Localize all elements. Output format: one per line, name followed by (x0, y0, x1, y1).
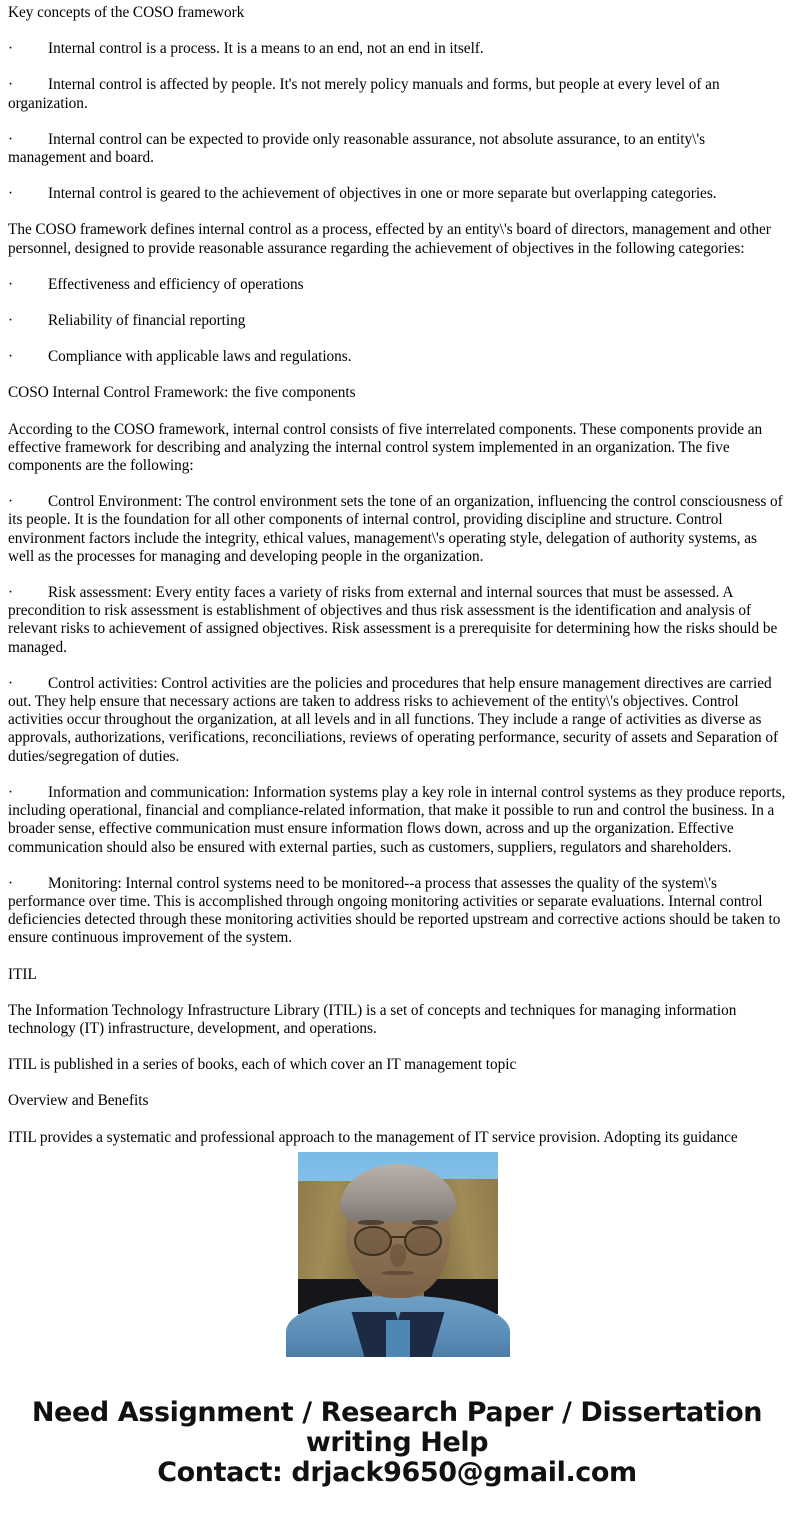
paragraph: Key concepts of the COSO framework (8, 4, 245, 21)
avatar (298, 1152, 498, 1357)
bullet-text: Monitoring: Internal control systems need to be monitored--a process that assesses the quality of the system\'s performance over time. This is accomplished through ongoing monitoring activities or separate evaluations. Internal control deficiencies detected through these monitoring activities should be reported upstream and corrective actions should be taken to ensure continuous improvement of the system. (8, 874, 781, 947)
bullet-marker-icon: · (8, 783, 14, 801)
bullet-text: Internal control is geared to the achievement of objectives in one or more separate but overlapping categories. (48, 185, 717, 203)
bullet-paragraph (8, 76, 786, 112)
bullet-paragraph (8, 185, 786, 203)
bullet-text: Compliance with applicable laws and regulations. (48, 348, 352, 366)
bullet-paragraph (8, 875, 786, 948)
avatar-photo (298, 1152, 498, 1357)
bullet-text: Control activities: Control activities are the policies and procedures that help ensure management directives are carried out. They help ensure that necessary actions are taken to address risks to achievement of the entity\'s objectives. Control activities occur throughout the organization, at all levels and in all functions. They include a range of activities as diverse as approvals, authorizations, verifications, reconciliations, reviews of operating performance, security of assets and Separation of duties/segregation of duties. (8, 674, 779, 765)
bullet-paragraph (8, 584, 786, 657)
bullet-marker-icon: · (8, 674, 14, 692)
paragraph: According to the COSO framework, internal control consists of five interrelated components. These components provide an effective framework for describing and analyzing the internal control system implemented in an organization. The five components are the following: (8, 420, 763, 475)
bullet-marker-icon: · (8, 130, 14, 148)
bullet-marker-icon: · (8, 275, 14, 293)
paragraph: ITIL (8, 965, 37, 983)
bullet-text: Internal control is affected by people. It's not merely policy manuals and forms, but people at every level of an organization. (8, 76, 720, 112)
bullet-marker-icon: · (8, 312, 14, 330)
bullet-marker-icon: · (8, 584, 14, 602)
bullet-text: Reliability of financial reporting (48, 312, 246, 330)
avatar-eyeglass-left (354, 1226, 392, 1257)
bullet-text: Control Environment: The control environment sets the tone of an organization, influencing the control consciousness of its people. It is the foundation for all other components of internal control, providing discipline and structure. Control environment factors include the integrity, ethical values, management\'s operating style, delegation of authority systems, as well as the processes for managing and developing people in the organization. (8, 493, 783, 565)
paragraph: COSO Internal Control Framework: the five components (8, 384, 356, 402)
paragraph: Overview and Benefits (8, 1092, 149, 1110)
footer-contact-line: Contact: drjack9650@gmail.com (157, 1457, 637, 1488)
avatar-eyebrow-right (412, 1220, 438, 1225)
bullet-text: Information and communication: Information systems play a key role in internal control systems as they produce reports, including operational, financial and compliance-related information, that make it possible to run and control the business. In a broader sense, effective communication must ensure information flows down, across and up the organization. Effective communication should also be ensured with external parties, such as customers, suppliers, regulators and shareholders. (8, 783, 786, 856)
avatar-shirt-placket (386, 1320, 410, 1357)
paragraph: The COSO framework defines internal control as a process, effected by an entity\'s board of directors, management and other personnel, designed to provide reasonable assurance regarding the achievement of objectives in the following categories: (8, 221, 771, 257)
bullet-text: Risk assessment: Every entity faces a variety of risks from external and internal sources that must be assessed. A precondition to risk assessment is establishment of objectives and thus risk assessment is the identification and analysis of relevant risks to achievement of assigned objectives. Risk assessment is a prerequisite for determining how the risks should be managed. (8, 584, 778, 656)
bullet-text: Effectiveness and efficiency of operations (48, 275, 304, 293)
footer-promo-line-2: writing Help (305, 1427, 489, 1458)
bullet-paragraph (8, 312, 786, 330)
bullet-paragraph (8, 348, 786, 366)
bullet-marker-icon: · (8, 493, 14, 511)
avatar-nose (390, 1244, 406, 1267)
footer-promo (0, 1398, 794, 1488)
bullet-marker-icon: · (8, 348, 14, 366)
bullet-marker-icon: · (8, 76, 14, 94)
paragraph: The Information Technology Infrastructure Library (ITIL) is a set of concepts and techniques for managing information technology (IT) infrastructure, development, and operations. (8, 1001, 737, 1037)
bullet-marker-icon: · (8, 874, 14, 892)
bullet-text: Internal control can be expected to provide only reasonable assurance, not absolute assurance, to an entity\'s management and board. (8, 130, 706, 167)
paragraph: ITIL is published in a series of books, each of which cover an IT management topic (8, 1056, 517, 1074)
avatar-eyebrow-left (358, 1220, 384, 1225)
avatar-eyeglass-bridge (390, 1236, 406, 1238)
bullet-paragraph (8, 493, 786, 566)
bullet-paragraph (8, 784, 786, 857)
avatar-eyeglass-right (404, 1226, 442, 1257)
bullet-paragraph (8, 40, 786, 58)
footer-promo-line-1: Need Assignment / Research Paper / Dissertation (31, 1397, 763, 1428)
paragraph: ITIL provides a systematic and professional approach to the management of IT service provision. Adopting its guidance (8, 1128, 738, 1146)
bullet-paragraph (8, 276, 786, 294)
bullet-text: Internal control is a process. It is a means to an end, not an end in itself. (48, 40, 484, 58)
bullet-marker-icon: · (8, 40, 14, 58)
bullet-marker-icon: · (8, 185, 14, 203)
bullet-paragraph (8, 675, 786, 766)
bullet-paragraph (8, 131, 786, 167)
document-text-container (0, 4, 794, 1147)
